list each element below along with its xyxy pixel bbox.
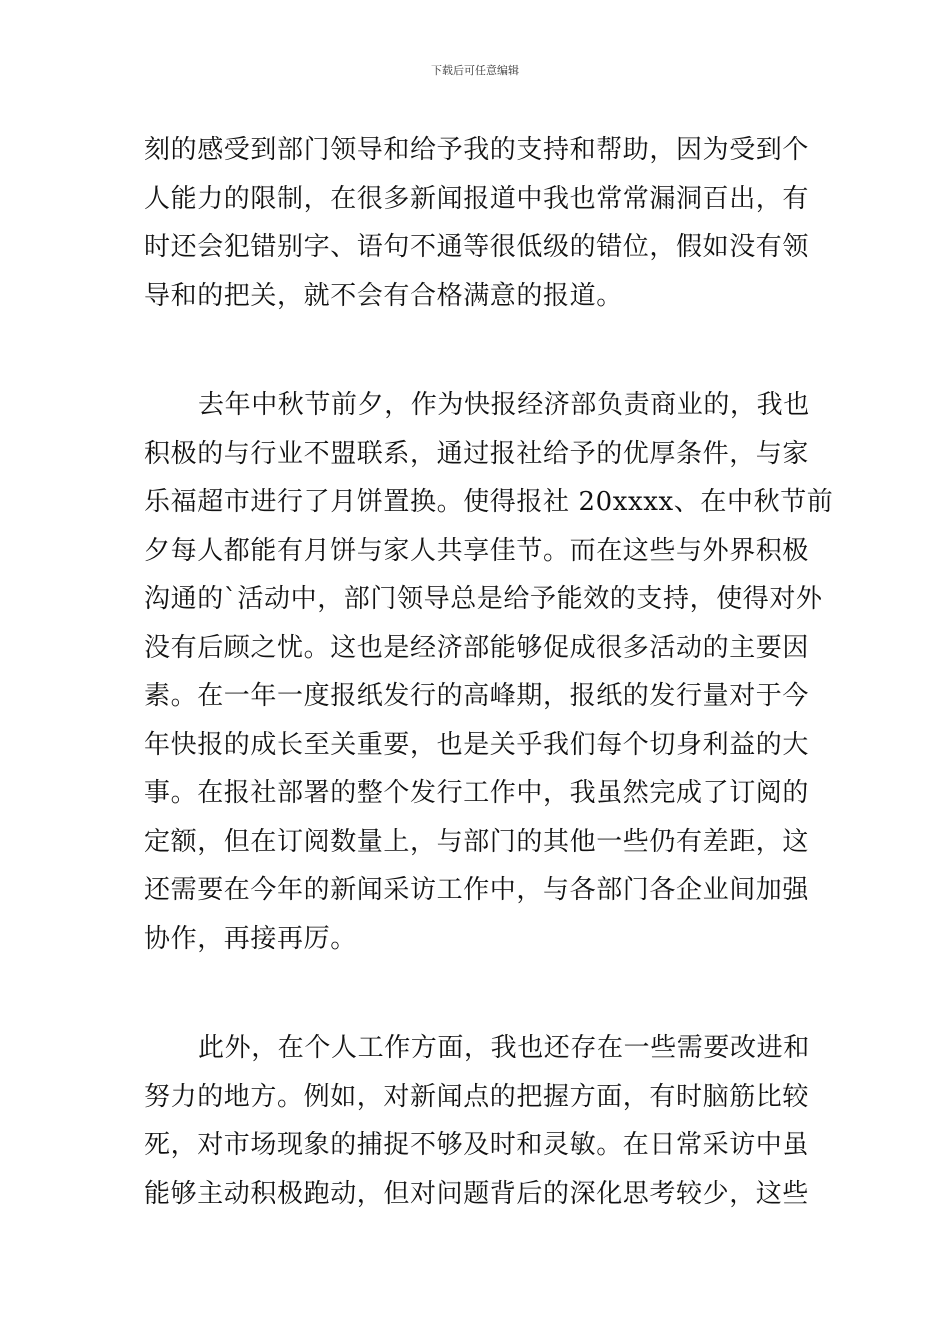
text-line: 年快报的成长至关重要，也是关乎我们每个切身利益的大 (144, 729, 810, 760)
text-line: 事。在报社部署的整个发行工作中，我虽然完成了订阅的 (144, 778, 810, 808)
text-line: 时还会犯错别字、语句不通等很低级的错位，假如没有领 (144, 232, 810, 262)
text-line: 没有后顾之忧。这也是经济部能够促成很多活动的主要因 (144, 632, 810, 663)
page-header: 下载后可任意编辑 (431, 64, 519, 77)
text-line: 沟通的`活动中，部门领导总是给予能效的支持，使得对外 (144, 584, 823, 614)
text-line: 夕每人都能有月饼与家人共享佳节。而在这些与外界积极 (144, 535, 810, 566)
text-line: 还需要在今年的新闻采访工作中，与各部门各企业间加强 (144, 875, 810, 905)
text-line: 人能力的限制，在很多新闻报道中我也常常漏洞百出，有 (144, 183, 810, 214)
paragraph-gap (144, 963, 808, 1024)
paragraph-3 (144, 1024, 808, 1218)
paragraph-2 (144, 381, 834, 963)
text-line: 乐福超市进行了月饼置换。使得报社 20xxxx、在中秋节前 (144, 487, 834, 517)
text-line: 素。在一年一度报纸发行的高峰期，报纸的发行量对于今 (144, 681, 810, 711)
text-line: 能够主动积极跑动，但对问题背后的深化思考较少，这些 (144, 1178, 810, 1209)
text-line: 努力的地方。例如，对新闻点的把握方面，有时脑筋比较 (144, 1081, 810, 1112)
text-line: 导和的把关，就不会有合格满意的报道。 (144, 280, 623, 311)
text-line: 刻的感受到部门领导和给予我的支持和帮助，因为受到个 (144, 135, 810, 165)
paragraph-1 (144, 126, 808, 320)
text-line: 此外，在个人工作方面，我也还存在一些需要改进和 (198, 1033, 810, 1063)
text-line: 死，对市场现象的捕捉不够及时和灵敏。在日常采访中虽 (144, 1130, 810, 1160)
text-line: 定额，但在订阅数量上，与部门的其他一些仍有差距，这 (144, 826, 810, 857)
paragraph-gap (144, 320, 808, 381)
text-line: 协作，再接再厉。 (144, 923, 357, 954)
document-body (144, 126, 834, 1218)
text-line: 积极的与行业不盟联系，通过报社给予的优厚条件，与家 (144, 438, 810, 469)
text-line: 去年中秋节前夕，作为快报经济部负责商业的，我也 (198, 390, 810, 420)
